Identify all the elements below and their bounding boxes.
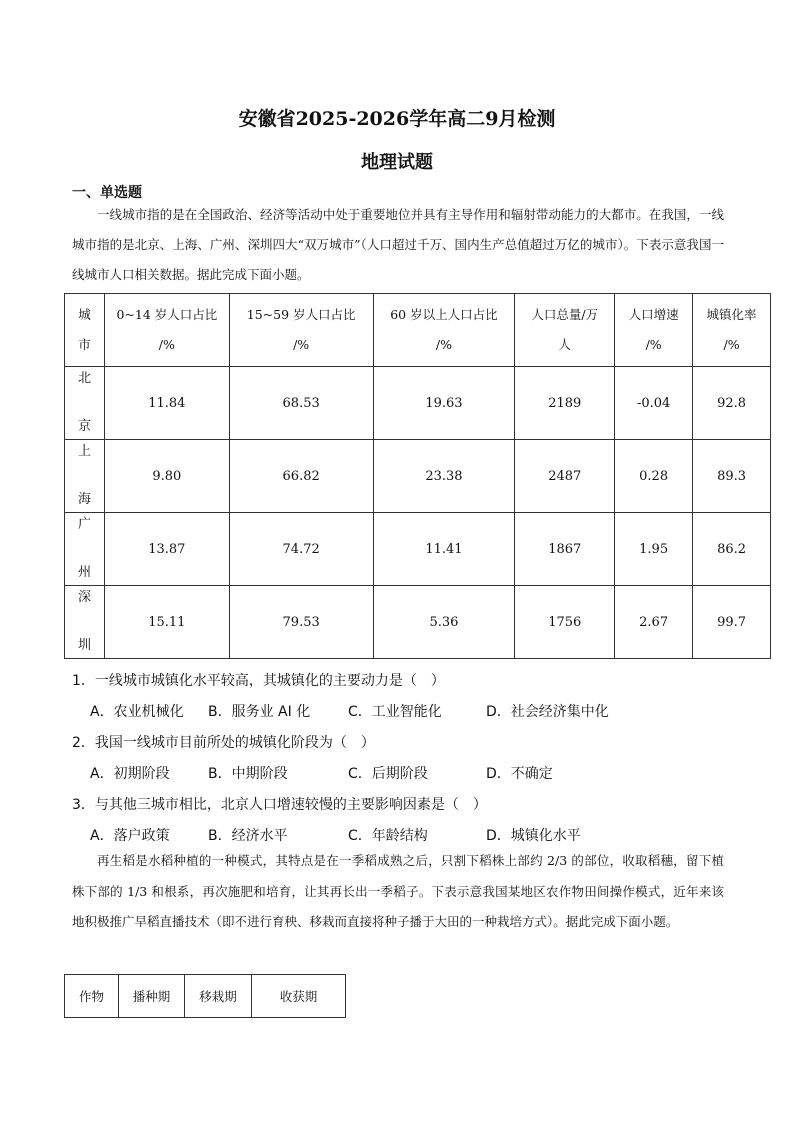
passage-2: 再生稻是水稻种植的一种模式，其特点是在一季稻成熟之后，只割下稻株上部约 2/3 的部位，收取稻穗，留下植株下部的 1/3 和根系，再次施肥和培育，让其再长出一季稻子。下表示意我国某地区农作物田间操作模式，近年来该地积极推广早稻直播技术（即不进行育秧、移栽而直接将种子播于大田的一种栽培方式）。据此完成下面小题。 <box>72 853 724 929</box>
table-cell: 74.72 <box>229 513 373 586</box>
table-cell: 99.7 <box>693 586 771 659</box>
header-crop: 作物 <box>65 975 119 1018</box>
table-cell: 92.8 <box>693 367 771 440</box>
header-population-total: 人口总量/万 人 <box>515 294 615 367</box>
header-age-60-plus: 60 岁以上人口占比 /% <box>373 294 515 367</box>
table-cell: 1867 <box>515 513 615 586</box>
table-cell: 2189 <box>515 367 615 440</box>
city-cell: 上 海 <box>65 440 105 513</box>
table-header-row <box>65 294 771 367</box>
option-a[interactable]: A．农业机械化 <box>90 704 184 720</box>
table-cell: 2.67 <box>615 586 693 659</box>
table-cell: 68.53 <box>229 367 373 440</box>
option-a[interactable]: A．落户政策 <box>90 828 170 844</box>
header-city: 城 市 <box>65 294 105 367</box>
header-growth-rate: 人口增速 /% <box>615 294 693 367</box>
table-cell: 1.95 <box>615 513 693 586</box>
option-b[interactable]: B．服务业 AI 化 <box>208 704 311 720</box>
crop-schedule-table <box>64 974 346 1018</box>
option-c[interactable]: C．工业智能化 <box>348 704 442 720</box>
table-header-row <box>65 975 346 1018</box>
table-row <box>65 586 771 659</box>
page-subtitle: 地理试题 <box>361 152 433 173</box>
table-cell: 15.11 <box>104 586 229 659</box>
question-1-stem: 1．一线城市城镇化水平较高，其城镇化的主要动力是（ ） <box>72 673 445 689</box>
header-harvest: 收获期 <box>252 975 346 1018</box>
table-row <box>65 367 771 440</box>
city-cell: 深 圳 <box>65 586 105 659</box>
page-title: 安徽省2025-2026学年高二9月检测 <box>238 108 556 130</box>
header-transplant: 移栽期 <box>185 975 252 1018</box>
question-3-stem: 3．与其他三城市相比，北京人口增速较慢的主要影响因素是（ ） <box>72 797 487 813</box>
city-cell: 北 京 <box>65 367 105 440</box>
table-cell: 86.2 <box>693 513 771 586</box>
table-cell: 79.53 <box>229 586 373 659</box>
passage-1: 一线城市指的是在全国政治、经济等活动中处于重要地位并具有主导作用和辐射带动能力的大都市。在我国，一线城市指的是北京、上海、广州、深圳四大“双万城市”（人口超过千万、国内生产总值超过万亿的城市）。下表示意我国一线城市人口相关数据。据此完成下面小题。 <box>72 207 724 282</box>
option-c[interactable]: C．后期阶段 <box>348 766 428 782</box>
option-d[interactable]: D．城镇化水平 <box>486 828 581 844</box>
section-heading: 一、单选题 <box>72 185 142 201</box>
city-cell: 广 州 <box>65 513 105 586</box>
table-cell: 23.38 <box>373 440 515 513</box>
header-age-15-59: 15~59 岁人口占比 /% <box>229 294 373 367</box>
table-cell: 1756 <box>515 586 615 659</box>
table-row <box>65 513 771 586</box>
table-cell: 11.41 <box>373 513 515 586</box>
table-cell: -0.04 <box>615 367 693 440</box>
option-d[interactable]: D．社会经济集中化 <box>486 704 609 720</box>
table-cell: 11.84 <box>104 367 229 440</box>
header-urbanization-rate: 城镇化率 /% <box>693 294 771 367</box>
table-cell: 0.28 <box>615 440 693 513</box>
table-cell: 19.63 <box>373 367 515 440</box>
population-table <box>64 293 771 659</box>
option-d[interactable]: D．不确定 <box>486 766 553 782</box>
table-cell: 5.36 <box>373 586 515 659</box>
option-b[interactable]: B．经济水平 <box>208 828 288 844</box>
option-c[interactable]: C．年龄结构 <box>348 828 428 844</box>
header-age-0-14: 0~14 岁人口占比 /% <box>104 294 229 367</box>
table-cell: 2487 <box>515 440 615 513</box>
table-row <box>65 440 771 513</box>
option-b[interactable]: B．中期阶段 <box>208 766 288 782</box>
table-cell: 9.80 <box>104 440 229 513</box>
header-sowing: 播种期 <box>119 975 185 1018</box>
table-cell: 66.82 <box>229 440 373 513</box>
question-2-stem: 2．我国一线城市目前所处的城镇化阶段为（ ） <box>72 735 375 751</box>
table-cell: 89.3 <box>693 440 771 513</box>
table-cell: 13.87 <box>104 513 229 586</box>
option-a[interactable]: A．初期阶段 <box>90 766 170 782</box>
